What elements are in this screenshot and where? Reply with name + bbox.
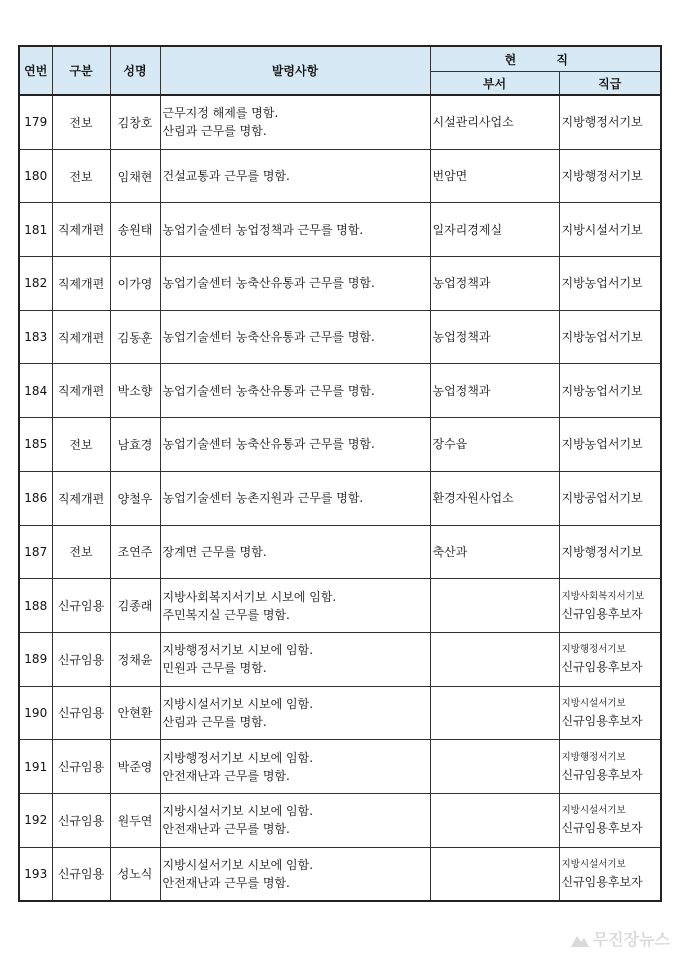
order-line: 농업기술센터 농축산유통과 근무를 명함. xyxy=(162,437,375,452)
grade-label: 지방시설서기보 xyxy=(561,222,643,237)
grade-previous: 지방시설서기보 xyxy=(561,858,626,870)
cell-no: 188 xyxy=(19,579,52,633)
grade-label: 신규임용후보자 xyxy=(561,606,643,621)
table-row xyxy=(19,364,661,418)
cell-name: 임채현 xyxy=(110,149,160,203)
cell-no: 182 xyxy=(19,257,52,311)
order-line: 민원과 근무를 명함. xyxy=(162,661,267,676)
cell-no: 192 xyxy=(19,793,52,847)
table-row xyxy=(19,579,661,633)
cell-no: 185 xyxy=(19,418,52,472)
grade-label: 지방농업서기보 xyxy=(561,276,643,291)
cell-no: 190 xyxy=(19,686,52,740)
header-current-position: 현 직 xyxy=(430,46,661,72)
cell-order xyxy=(160,95,430,149)
cell-order xyxy=(160,203,430,257)
cell-no: 183 xyxy=(19,310,52,364)
cell-dept: 시설관리사업소 xyxy=(430,95,559,149)
cell-category: 직제개편 xyxy=(52,471,110,525)
table-row xyxy=(19,686,661,740)
cell-name: 정채윤 xyxy=(110,632,160,686)
watermark-text: 무진장뉴스 xyxy=(592,930,670,949)
grade-previous: 지방행정서기보 xyxy=(561,644,626,656)
table-row xyxy=(19,95,661,149)
cell-grade xyxy=(559,149,661,203)
cell-grade xyxy=(559,310,661,364)
cell-dept xyxy=(430,793,559,847)
cell-category: 신규임용 xyxy=(52,632,110,686)
order-line: 지방사회복지서기보 시보에 임함. xyxy=(162,589,337,604)
cell-no: 181 xyxy=(19,203,52,257)
cell-name: 성노식 xyxy=(110,847,160,901)
cell-no: 186 xyxy=(19,471,52,525)
cell-grade xyxy=(559,471,661,525)
cell-order xyxy=(160,364,430,418)
cell-grade xyxy=(559,740,661,794)
cell-name: 박준영 xyxy=(110,740,160,794)
order-line: 농업기술센터 농축산유통과 근무를 명함. xyxy=(162,330,375,345)
cell-name: 안현환 xyxy=(110,686,160,740)
cell-name: 송원태 xyxy=(110,203,160,257)
cell-order xyxy=(160,793,430,847)
cell-order xyxy=(160,525,430,579)
table-row xyxy=(19,740,661,794)
cell-grade xyxy=(559,418,661,472)
cell-order xyxy=(160,418,430,472)
cell-category: 신규임용 xyxy=(52,686,110,740)
cell-order xyxy=(160,310,430,364)
cell-name: 김종래 xyxy=(110,579,160,633)
cell-dept: 일자리경제실 xyxy=(430,203,559,257)
order-line: 주민복지실 근무를 명함. xyxy=(162,607,290,622)
table-row xyxy=(19,632,661,686)
cell-name: 조연주 xyxy=(110,525,160,579)
table-row xyxy=(19,418,661,472)
cell-grade xyxy=(559,203,661,257)
cell-order xyxy=(160,847,430,901)
personnel-order-table xyxy=(18,45,662,902)
cell-category: 직제개편 xyxy=(52,310,110,364)
table-row xyxy=(19,257,661,311)
cell-name: 박소향 xyxy=(110,364,160,418)
cell-name: 이가영 xyxy=(110,257,160,311)
order-line: 근무지정 해제를 명함. xyxy=(162,106,279,121)
order-line: 장계면 근무를 명함. xyxy=(162,544,267,559)
order-line: 안전재난과 근무를 명함. xyxy=(162,875,290,890)
grade-label: 지방행정서기보 xyxy=(561,169,643,184)
cell-grade xyxy=(559,847,661,901)
order-line: 지방시설서기보 시보에 임함. xyxy=(162,696,314,711)
cell-category: 신규임용 xyxy=(52,740,110,794)
order-line: 안전재난과 근무를 명함. xyxy=(162,768,290,783)
table-row xyxy=(19,525,661,579)
order-line: 지방행정서기보 시보에 임함. xyxy=(162,750,314,765)
table-row xyxy=(19,471,661,525)
table-row xyxy=(19,847,661,901)
cell-grade xyxy=(559,632,661,686)
cell-dept xyxy=(430,579,559,633)
table-row xyxy=(19,149,661,203)
cell-name: 김동훈 xyxy=(110,310,160,364)
cell-order xyxy=(160,579,430,633)
cell-category: 전보 xyxy=(52,95,110,149)
cell-order xyxy=(160,686,430,740)
grade-previous: 지방시설서기보 xyxy=(561,697,626,709)
cell-grade xyxy=(559,793,661,847)
cell-category: 직제개편 xyxy=(52,364,110,418)
cell-no: 193 xyxy=(19,847,52,901)
cell-dept: 농업정책과 xyxy=(430,257,559,311)
order-line: 농업기술센터 농업정책과 근무를 명함. xyxy=(162,222,364,237)
cell-dept xyxy=(430,686,559,740)
cell-category: 전보 xyxy=(52,525,110,579)
cell-no: 184 xyxy=(19,364,52,418)
grade-label: 지방농업서기보 xyxy=(561,330,643,345)
cell-grade xyxy=(559,95,661,149)
table-body xyxy=(19,95,661,901)
cell-category: 신규임용 xyxy=(52,793,110,847)
grade-label: 지방공업서기보 xyxy=(561,491,643,506)
grade-label: 신규임용후보자 xyxy=(561,874,643,889)
header-dept: 부서 xyxy=(430,72,559,96)
table-row xyxy=(19,793,661,847)
order-line: 농업기술센터 농축산유통과 근무를 명함. xyxy=(162,276,375,291)
order-line: 농업기술센터 농축산유통과 근무를 명함. xyxy=(162,383,375,398)
cell-category: 전보 xyxy=(52,418,110,472)
cell-category: 신규임용 xyxy=(52,579,110,633)
cell-order xyxy=(160,257,430,311)
cell-no: 180 xyxy=(19,149,52,203)
cell-name: 남효경 xyxy=(110,418,160,472)
watermark xyxy=(571,927,670,950)
cell-grade xyxy=(559,579,661,633)
cell-order xyxy=(160,632,430,686)
cell-grade xyxy=(559,257,661,311)
grade-label: 지방농업서기보 xyxy=(561,383,643,398)
cell-category: 직제개편 xyxy=(52,257,110,311)
grade-label: 신규임용후보자 xyxy=(561,713,643,728)
order-line: 지방시설서기보 시보에 임함. xyxy=(162,857,314,872)
cell-order xyxy=(160,740,430,794)
order-line: 지방시설서기보 시보에 임함. xyxy=(162,804,314,819)
cell-order xyxy=(160,471,430,525)
cell-dept: 농업정책과 xyxy=(430,364,559,418)
cell-dept xyxy=(430,740,559,794)
table-row xyxy=(19,310,661,364)
cell-grade xyxy=(559,525,661,579)
cell-dept: 축산과 xyxy=(430,525,559,579)
grade-label: 지방행정서기보 xyxy=(561,544,643,559)
grade-label: 신규임용후보자 xyxy=(561,821,643,836)
cell-category: 신규임용 xyxy=(52,847,110,901)
grade-label: 지방행정서기보 xyxy=(561,115,643,130)
header-order: 발령사항 xyxy=(160,46,430,95)
cell-order xyxy=(160,149,430,203)
cell-grade xyxy=(559,686,661,740)
cell-grade xyxy=(559,364,661,418)
grade-previous: 지방사회복지서기보 xyxy=(561,590,645,602)
order-line: 산림과 근무를 명함. xyxy=(162,124,267,139)
order-line: 건설교통과 근무를 명함. xyxy=(162,169,290,184)
cell-no: 191 xyxy=(19,740,52,794)
header-category: 구분 xyxy=(52,46,110,95)
mountain-logo-icon xyxy=(571,931,589,947)
cell-name: 원두연 xyxy=(110,793,160,847)
cell-no: 179 xyxy=(19,95,52,149)
cell-category: 직제개편 xyxy=(52,203,110,257)
cell-dept: 번암면 xyxy=(430,149,559,203)
order-line: 안전재난과 근무를 명함. xyxy=(162,822,290,837)
grade-previous: 지방시설서기보 xyxy=(561,805,626,817)
cell-category: 전보 xyxy=(52,149,110,203)
personnel-table-container xyxy=(18,45,660,902)
cell-no: 189 xyxy=(19,632,52,686)
order-line: 지방행정서기보 시보에 임함. xyxy=(162,643,314,658)
grade-label: 신규임용후보자 xyxy=(561,660,643,675)
cell-dept xyxy=(430,632,559,686)
header-name: 성명 xyxy=(110,46,160,95)
cell-name: 양철우 xyxy=(110,471,160,525)
cell-dept: 장수읍 xyxy=(430,418,559,472)
cell-name: 김창호 xyxy=(110,95,160,149)
header-no: 연번 xyxy=(19,46,52,95)
grade-label: 신규임용후보자 xyxy=(561,767,643,782)
order-line: 산림과 근무를 명함. xyxy=(162,714,267,729)
header-grade: 직급 xyxy=(559,72,661,96)
cell-dept: 환경자원사업소 xyxy=(430,471,559,525)
grade-previous: 지방행정서기보 xyxy=(561,751,626,763)
grade-label: 지방농업서기보 xyxy=(561,437,643,452)
cell-dept: 농업정책과 xyxy=(430,310,559,364)
table-row xyxy=(19,203,661,257)
cell-dept xyxy=(430,847,559,901)
order-line: 농업기술센터 농촌지원과 근무를 명함. xyxy=(162,491,364,506)
cell-no: 187 xyxy=(19,525,52,579)
